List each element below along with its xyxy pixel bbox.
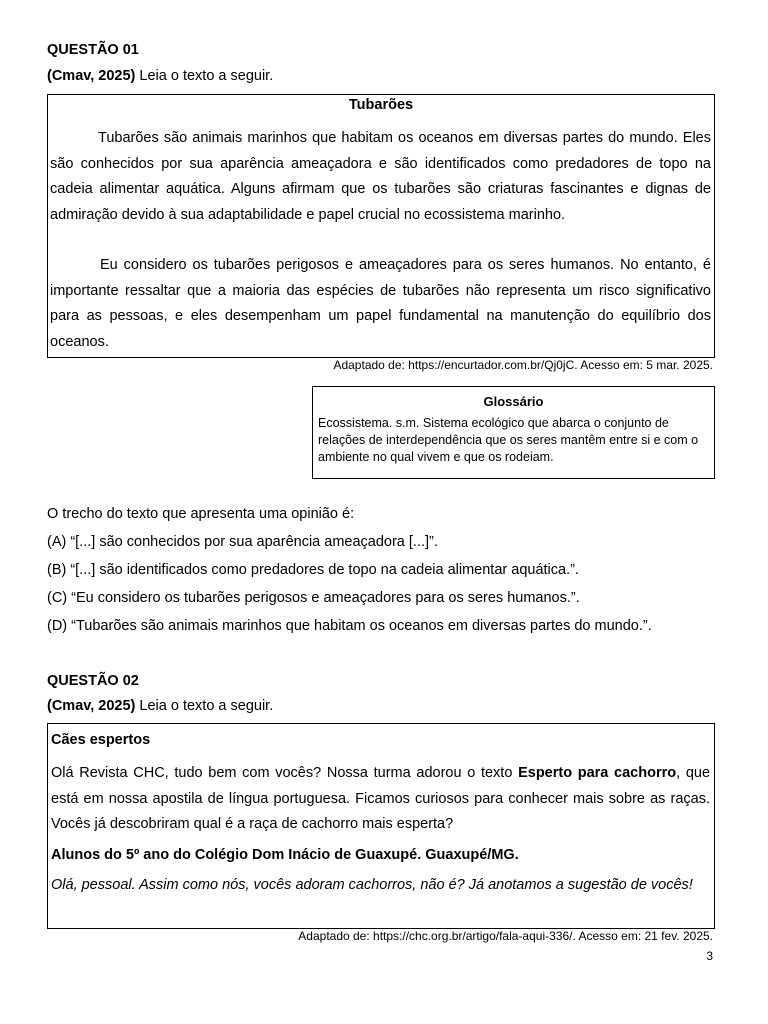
option-c[interactable]: (C) “Eu considero os tubarões perigosos e ameaçadores para os seres humanos.”. (47, 590, 580, 606)
caes-signature: Alunos do 5º ano do Colégio Dom Inácio de Guaxupé. Guaxupé/MG. (51, 847, 519, 863)
question-2-source-bold: (Cmav, 2025) (47, 698, 136, 714)
question-2-title: QUESTÃO 02 (47, 673, 139, 689)
question-2-source-rest: Leia o texto a seguir. (135, 698, 274, 714)
question-1-title: QUESTÃO 01 (47, 42, 139, 58)
caes-title: Cães espertos (51, 732, 151, 748)
option-a[interactable]: (A) “[...] são conhecidos por sua aparência ameaçadora [...]”. (47, 534, 438, 550)
glossary-title: Glossário (483, 394, 544, 409)
option-b[interactable]: (B) “[...] são identificados como predadores de topo na cadeia alimentar aquática.”. (47, 562, 579, 578)
paragraph-2: Eu considero os tubarões perigosos e ameaçadores para os seres humanos. No entanto, é importante ressaltar que a maioria das espécies de tubarões não representa um risco significativo para as pessoas, e eles desempenham um papel fundamental na manutenção do equilíbrio dos oceanos. (50, 257, 711, 350)
option-d[interactable]: (D) “Tubarões são animais marinhos que habitam os oceanos em diversas partes do mundo.”. (47, 618, 652, 634)
text-box-tubaroes (47, 94, 715, 358)
glossary-text: Ecossistema. s.m. Sistema ecológico que abarca o conjunto de relações de interdependência que os seres mantêm entre si e com o ambiente no qual vivem e que os rodeiam. (318, 416, 699, 464)
caes-paragraph-b: , que está em nossa apostila de língua portuguesa. Ficamos curiosos para conhecer mais sobre as raças. Vocês já descobriram qual é a raça de cachorro mais esperta? (51, 765, 711, 832)
caes-paragraph-bold: Esperto para cachorro (518, 765, 677, 781)
text-box-title: Tubarões (348, 97, 414, 113)
glossary-box (312, 386, 715, 479)
question-1-source (47, 68, 273, 84)
caes-paragraph-a: Olá Revista CHC, tudo bem com vocês? Nossa turma adorou o texto (51, 765, 519, 781)
page-number: 3 (706, 949, 713, 963)
question-1-source-bold: (Cmav, 2025) (47, 68, 136, 84)
question-1-prompt: O trecho do texto que apresenta uma opinião é: (47, 506, 355, 522)
paragraph-1: Tubarões são animais marinhos que habitam os oceanos em diversas partes do mundo. Eles são conhecidos por sua aparência ameaçadora e são identificados como predadores de topo na cadeia alimentar aquática. Alguns afirmam que os tubarões são criaturas fascinantes e dignas de admiração devido à sua adaptabilidade e papel crucial no ecossistema marinho. (50, 130, 711, 223)
caes-paragraph (51, 761, 710, 838)
citation-2: Adaptado de: https://chc.org.br/artigo/fala-aqui-336/. Acesso em: 21 fev. 2025. (298, 929, 713, 943)
caes-reply: Olá, pessoal. Assim como nós, vocês adoram cachorros, não é? Já anotamos a sugestão de vocês! (51, 877, 693, 893)
question-2-source (47, 698, 273, 714)
question-1-source-rest: Leia o texto a seguir. (135, 68, 274, 84)
citation-1: Adaptado de: https://encurtador.com.br/Qj0jC. Acesso em: 5 mar. 2025. (333, 358, 713, 372)
text-box-caes (47, 723, 715, 929)
